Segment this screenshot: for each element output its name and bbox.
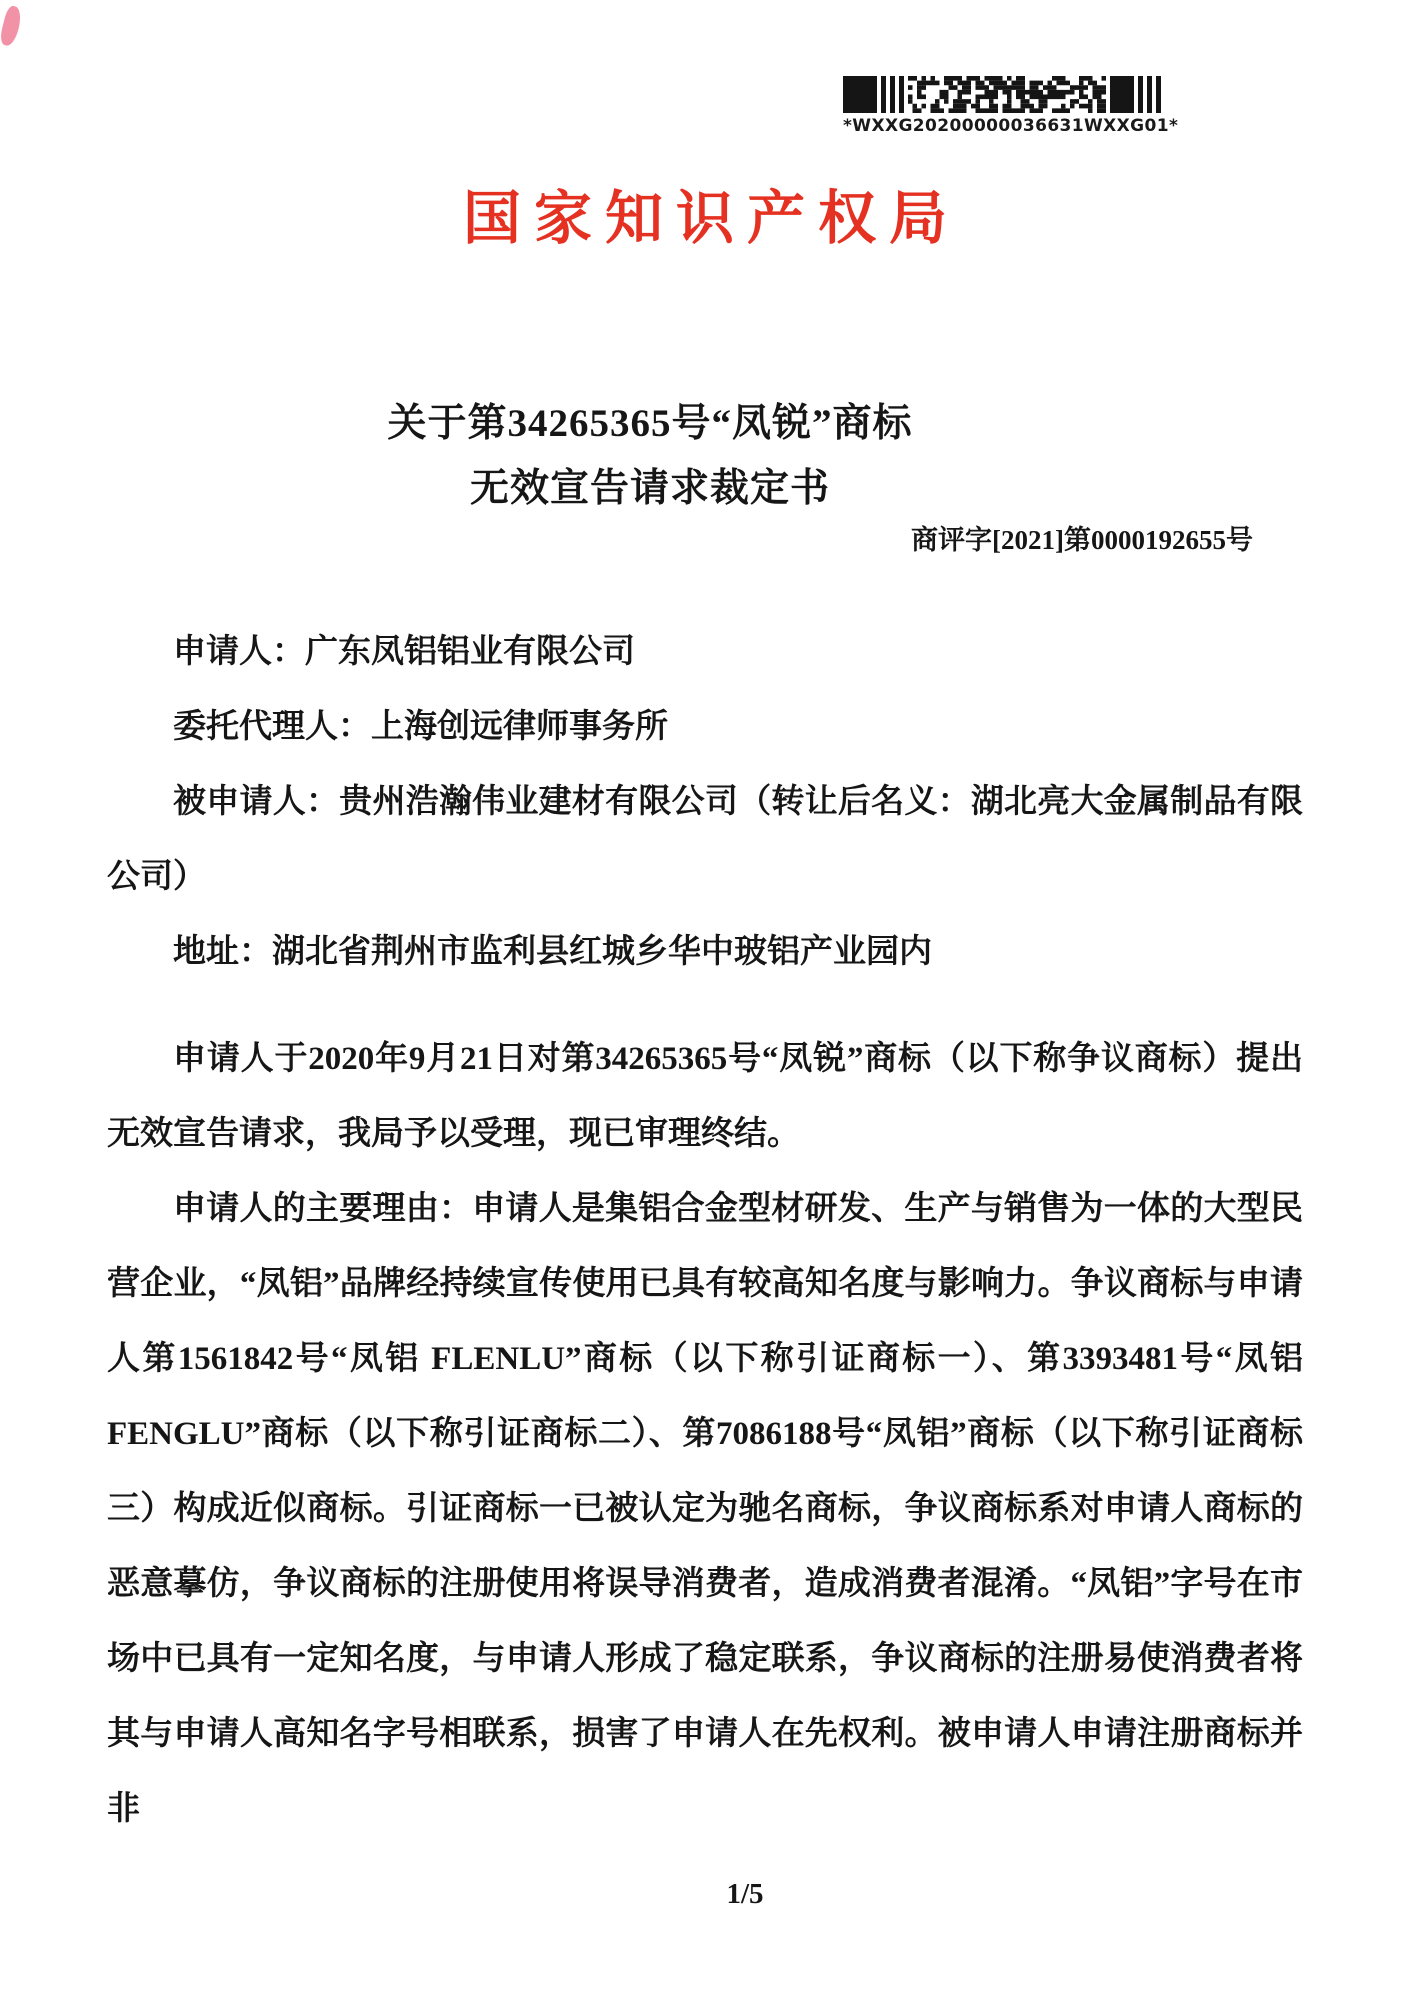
barcode-stop-block [1110,76,1134,113]
page-number: 1/5 [726,1878,764,1910]
barcode-text: *WXXG20200000036631WXXG01* [843,116,1179,136]
party-agent: 委托代理人：上海创远律师事务所 [173,708,668,745]
party-address: 地址：湖北省荆州市监利县红城乡华中玻铝产业园内 [173,933,932,970]
document-title-line1: 关于第34265365号“凤锐”商标 [387,401,913,445]
paragraph-applicant-reasons: 申请人的主要理由：申请人是集铝合金型材研发、生产与销售为一体的大型民营企业，“凤铝”品牌经持续宣传使用已具有较高知名度与影响力。争议商标与申请人第1561842号“凤铝 FLENLU”商标（以下称引证商标一）、第3393481号“凤铝 FENGLU”商标（以下称引证商标二）、第7086188号“凤铝”商标（以下称引证商标三）构成近似商标。引证商标一已被认定为驰名商标，争议商标系对申请人商标的恶意摹仿，争议商标的注册使用将误导消费者，造成消费者混淆。“凤铝”字号在市场中已具有一定知名度，与申请人形成了稳定联系，争议商标的注册易使消费者将其与申请人高知名字号相联系，损害了申请人在先权利。被申请人申请注册商标并非 [107,1190,1303,1827]
document-title [52,391,1248,521]
barcode-bar [899,76,904,113]
decision-body [107,1022,1303,1847]
barcode-bar [881,76,886,113]
agency-title: 国家知识产权局 [462,186,960,251]
barcode-2d-pattern [908,76,1106,113]
case-number: 商评字[2021]第0000192655号 [911,524,1253,555]
barcode-area [843,76,1179,136]
document-title-line2: 无效宣告请求裁定书 [469,466,830,510]
paragraph-case-intro: 申请人于2020年9月21日对第34265365号“凤锐”商标（以下称争议商标）提出无效宣告请求，我局予以受理，现已审理终结。 [107,1040,1303,1152]
parties-section [107,615,1303,990]
barcode-bar [890,76,895,113]
barcode-start-block [843,76,877,113]
party-applicant: 申请人：广东凤铝铝业有限公司 [173,633,635,670]
barcode-bar [1138,76,1143,113]
barcode-bar [1147,76,1152,113]
barcode-bar [1156,76,1161,113]
party-respondent: 被申请人：贵州浩瀚伟业建材有限公司（转让后名义：湖北亮大金属制品有限公司） [107,783,1303,895]
barcode-image [843,76,1165,113]
